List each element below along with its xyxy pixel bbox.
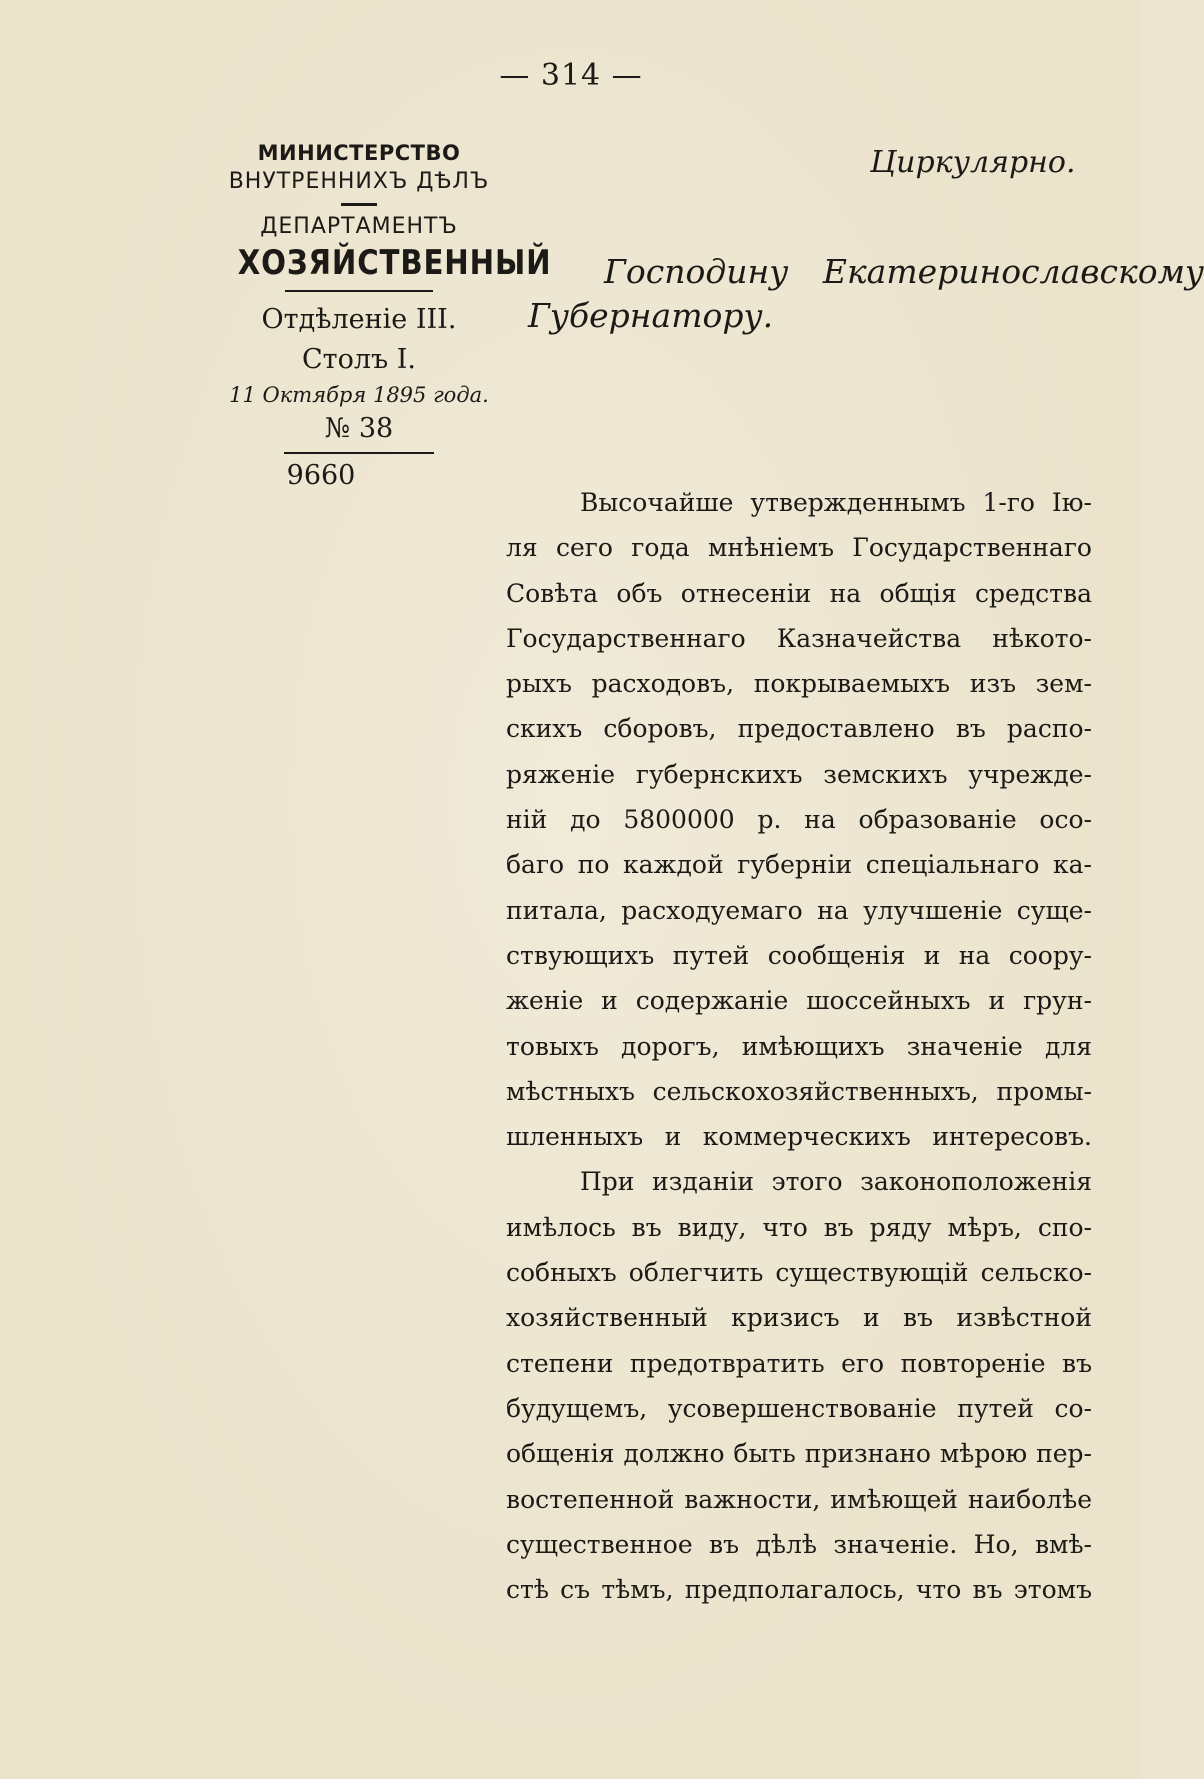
department-name: ХОЗЯЙСТВЕННЫЙ [237,243,552,283]
body-line: ля сего года мнѣніемъ Государственнаго [506,533,1092,563]
margin-heading-block [218,140,552,494]
body-line: существенное въ дѣлѣ значеніе. Но, вмѣ- [506,1529,1092,1559]
body-line: ствующихъ путей сообщенія и на соору- [506,940,1092,970]
body-line: Государственнаго Казначейства нѣкото- [506,623,1092,653]
addressee-block [528,250,1204,338]
divider [341,203,377,206]
body-line: Высочайше утвержденнымъ 1-го Ію- [580,488,1092,517]
section-label: Отдѣленіе III. [261,304,457,335]
body-line: собныхъ облегчить существующій сельско- [506,1258,1092,1288]
body-line: При изданіи этого законоположенія [580,1167,1092,1197]
document-number: № 38 [324,413,394,444]
divider [284,452,434,454]
body-line: ряженіе губернскихъ земскихъ учрежде- [506,759,1092,789]
body-line: мѣстныхъ сельскохозяйственныхъ, промы- [506,1076,1092,1106]
body-line: баго по каждой губерніи спеціальнаго ка- [506,850,1092,880]
table-label: Столъ I. [301,344,416,375]
body-line: питала, расходуемаго на улучшеніе суще- [506,895,1092,925]
body-line: скихъ сборовъ, предоставлено въ распо- [506,714,1092,744]
page-number: — 314 — [499,58,643,93]
body-line: ній до 5800000 р. на образованіе осо- [506,805,1092,835]
body-line: женіе и содержаніе шоссейныхъ и грун- [506,986,1092,1016]
body-line: стѣ съ тѣмъ, предполагалось, что въ этомъ [506,1575,1092,1605]
addressee-line2: Губернатору. [528,296,774,335]
department-label: ДЕПАРТАМЕНТЪ [260,214,458,239]
body-line: товыхъ дорогъ, имѣющихъ значеніе для [506,1031,1092,1061]
body-line: степени предотвратить его повтореніе въ [506,1348,1092,1378]
body-line: будущемъ, усовершенствованіе путей со- [506,1393,1092,1423]
document-date: 11 Октября 1895 года. [229,383,489,407]
body-line: общенія должно быть признано мѣрою пер- [506,1439,1092,1469]
body-line: рыхъ расходовъ, покрываемыхъ изъ зем- [506,669,1092,699]
body-line: шленныхъ и коммерческихъ интересовъ. [506,1122,1092,1152]
body-line: Совѣта объ отнесеніи на общія средства [506,578,1092,608]
addressee-line1: Господину Екатеринославскому [604,252,1204,291]
ministry-name-line1: МИНИСТЕРСТВО [257,141,461,165]
body-line: имѣлось въ виду, что въ ряду мѣръ, спо- [506,1212,1092,1242]
body-line: хозяйственный кризисъ и въ извѣстной [506,1303,1092,1333]
body-line: востепенной важности, имѣющей наиболѣе [506,1484,1092,1514]
divider [285,290,433,292]
ministry-name-line2: ВНУТРЕННИХЪ ДѢЛЪ [228,169,490,194]
registration-number: 9660 [286,460,356,491]
body-text [506,480,1092,1612]
circular-label: Циркулярно. [870,145,1076,180]
